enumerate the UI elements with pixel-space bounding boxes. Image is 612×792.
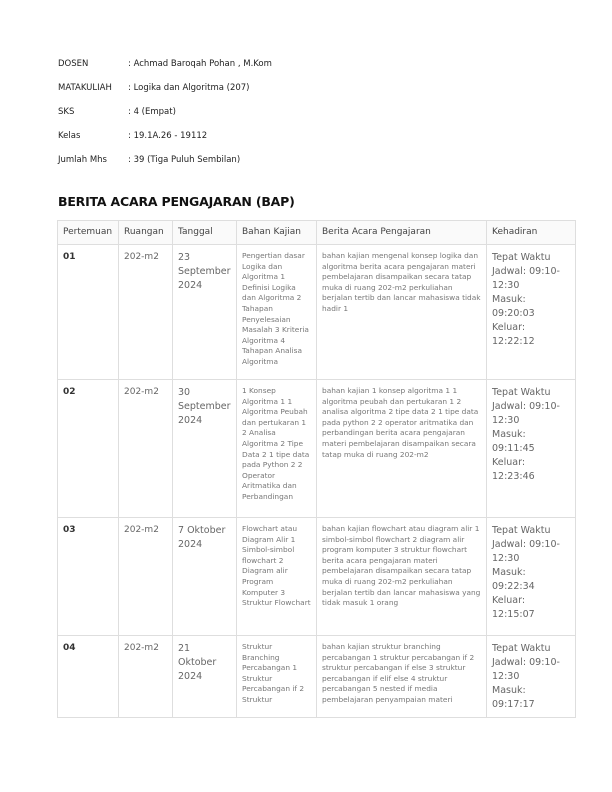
attendance-masuk: Masuk: 09:17:17	[492, 685, 535, 710]
info-label: Jumlah Mhs	[58, 155, 107, 165]
cell-berita-acara: bahan kajian flowchart atau diagram alir 1 simbol-simbol flowchart 2 diagram alir program komputer 3 struktur flowchart berita acara pengajaran materi pembelajaran disampaikan secara tatap muka di ruang 202-m2 perkuliahan berjalan tertib dan lancar mahasiswa yang tidak masuk 1 orang	[317, 518, 487, 636]
cell-bahan-kajian: Flowchart atau Diagram Alir 1 Simbol-simbol flowchart 2 Diagram alir Program Komputer 3 Struktur Flowchart	[237, 518, 317, 636]
cell-tanggal: 21 Oktober 2024	[173, 636, 237, 718]
page-title: BERITA ACARA PENGAJARAN (BAP)	[58, 194, 295, 209]
cell-ruangan: 202-m2	[119, 245, 173, 380]
header-bahan-kajian: Bahan Kajian	[237, 221, 317, 245]
attendance-status: Tepat Waktu	[492, 387, 551, 398]
course-info	[58, 58, 272, 178]
cell-tanggal: 7 Oktober 2024	[173, 518, 237, 636]
info-label: MATAKULIAH	[58, 83, 112, 93]
cell-tanggal: 30 September 2024	[173, 380, 237, 518]
cell-pertemuan: 03	[58, 518, 119, 636]
cell-kehadiran	[487, 245, 576, 380]
cell-kehadiran	[487, 380, 576, 518]
attendance-keluar: Keluar: 12:23:46	[492, 457, 535, 482]
attendance-jadwal: Jadwal: 09:10-12:30	[492, 539, 560, 564]
cell-berita-acara: bahan kajian struktur branching percabangan 1 struktur percabangan if 2 struktur percabangan if else 3 struktur percabangan if elif else 4 struktur percabangan 5 nested if media pembelajaran penyampaian materi	[317, 636, 487, 718]
attendance-jadwal: Jadwal: 09:10-12:30	[492, 266, 560, 291]
info-label: DOSEN	[58, 59, 89, 69]
info-value: : Achmad Baroqah Pohan , M.Kom	[128, 59, 272, 69]
cell-bahan-kajian: 1 Konsep Algoritma 1 1 Algoritma Peubah dan pertukaran 1 2 Analisa Algoritma 2 Tipe Data 2 1 tipe data pada Python 2 2 Operator Aritmatika dan Perbandingan	[237, 380, 317, 518]
table-row	[58, 518, 576, 636]
cell-tanggal: 23 September 2024	[173, 245, 237, 380]
attendance-keluar: Keluar: 12:22:12	[492, 322, 535, 347]
table-header-row	[58, 221, 576, 245]
info-value: : 4 (Empat)	[128, 107, 176, 117]
attendance-status: Tepat Waktu	[492, 252, 551, 263]
table-row	[58, 636, 576, 718]
info-value: : 39 (Tiga Puluh Sembilan)	[128, 155, 241, 165]
attendance-jadwal: Jadwal: 09:10-12:30	[492, 401, 560, 426]
attendance-jadwal: Jadwal: 09:10-12:30	[492, 657, 560, 682]
cell-ruangan: 202-m2	[119, 380, 173, 518]
info-row-dosen	[58, 58, 272, 82]
info-row-sks	[58, 106, 272, 130]
info-label: Kelas	[58, 131, 81, 141]
cell-ruangan: 202-m2	[119, 518, 173, 636]
cell-pertemuan: 04	[58, 636, 119, 718]
cell-pertemuan: 01	[58, 245, 119, 380]
table-row	[58, 245, 576, 380]
info-label: SKS	[58, 107, 75, 117]
attendance-status: Tepat Waktu	[492, 643, 551, 654]
info-row-kelas	[58, 130, 272, 154]
cell-bahan-kajian: Struktur Branching Percabangan 1 Struktur Percabangan if 2 Struktur	[237, 636, 317, 718]
attendance-status: Tepat Waktu	[492, 525, 551, 536]
cell-ruangan: 202-m2	[119, 636, 173, 718]
info-row-jumlah-mhs	[58, 154, 272, 178]
cell-kehadiran	[487, 518, 576, 636]
attendance-masuk: Masuk: 09:22:34	[492, 567, 535, 592]
cell-pertemuan: 02	[58, 380, 119, 518]
attendance-keluar: Keluar: 12:15:07	[492, 595, 535, 620]
cell-berita-acara: bahan kajian mengenal konsep logika dan algoritma berita acara pengajaran materi pembelajaran disampaikan secara tatap muka di ruang 202-m2 perkuliahan berjalan tertib dan lancar mahasiswa tidak hadir 1	[317, 245, 487, 380]
header-kehadiran: Kehadiran	[487, 221, 576, 245]
table-row	[58, 380, 576, 518]
cell-berita-acara: bahan kajian 1 konsep algoritma 1 1 algoritma peubah dan pertukaran 1 2 analisa algoritma 2 tipe data 2 1 tipe data pada python 2 2 operator aritmatika dan perbandingan berita acara pengajaran materi pembelajaran disampaikan secara tatap muka di ruang 202-m2	[317, 380, 487, 518]
info-value: : Logika dan Algoritma (207)	[128, 83, 250, 93]
header-pertemuan: Pertemuan	[58, 221, 119, 245]
header-ruangan: Ruangan	[119, 221, 173, 245]
attendance-masuk: Masuk: 09:11:45	[492, 429, 535, 454]
info-row-matakuliah	[58, 82, 272, 106]
bap-table	[57, 220, 576, 718]
header-berita-acara: Berita Acara Pengajaran	[317, 221, 487, 245]
cell-bahan-kajian: Pengertian dasar Logika dan Algoritma 1 Definisi Logika dan Algoritma 2 Tahapan Penyelesaian Masalah 3 Kriteria Algoritma 4 Tahapan Analisa Algoritma	[237, 245, 317, 380]
attendance-masuk: Masuk: 09:20:03	[492, 294, 535, 319]
info-value: : 19.1A.26 - 19112	[128, 131, 208, 141]
header-tanggal: Tanggal	[173, 221, 237, 245]
cell-kehadiran	[487, 636, 576, 718]
